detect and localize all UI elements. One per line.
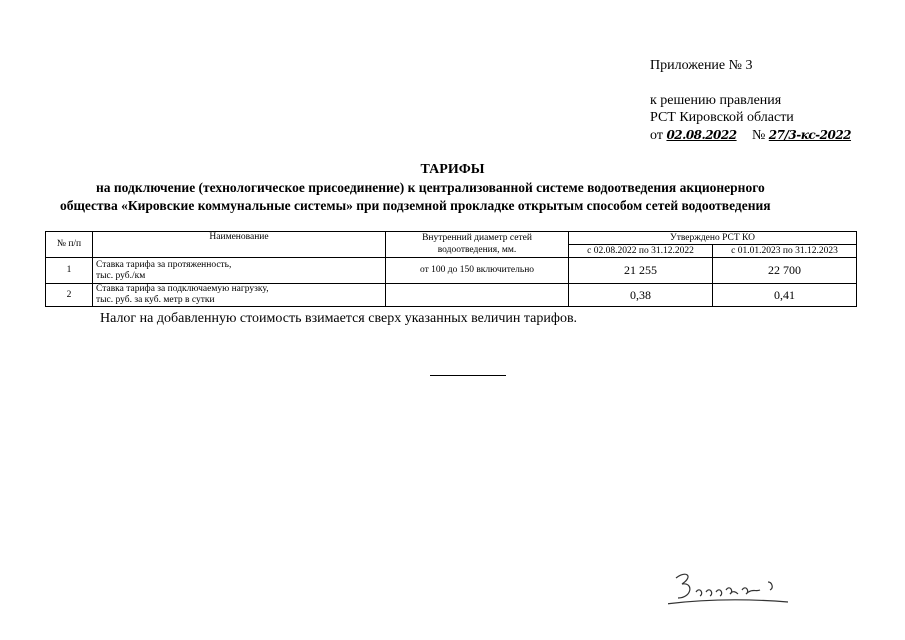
- divider-line: [430, 375, 506, 376]
- doc-subtitle-line2: общества «Кировские коммунальные системы» при подземной прокладке открытым способом сетей водоотведения: [60, 198, 771, 213]
- row-name: [93, 258, 386, 284]
- row-num: 1: [46, 258, 93, 284]
- header-diam-2: водоотведения, мм.: [386, 245, 569, 258]
- doc-title: ТАРИФЫ: [420, 162, 485, 177]
- row-value-2023: 0,41: [713, 284, 857, 307]
- header-diam: Внутренний диаметр сетей: [386, 232, 569, 245]
- tariff-table: [45, 231, 857, 307]
- row-name-line2: тыс. руб./км: [96, 270, 146, 281]
- header-period1: с 02.08.2022 по 31.12.2022: [569, 245, 713, 258]
- row-value-2022: 21 255: [569, 258, 713, 284]
- row-name-line1: Ставка тарифа за подключаемую нагрузку,: [96, 284, 269, 294]
- row-num: 2: [46, 284, 93, 307]
- from-label: от: [650, 128, 663, 143]
- doc-subtitle-line1: на подключение (технологическое присоединение) к централизованной системе водоотведения акционерного: [96, 180, 765, 195]
- appendix-label: Приложение № 3: [650, 58, 753, 73]
- table-row: [46, 284, 857, 307]
- row-value-2022: 0,38: [569, 284, 713, 307]
- handwritten-date: 02.08.2022: [666, 128, 737, 142]
- row-value-2023: 22 700: [713, 258, 857, 284]
- header-approved: Утверждено РСТ КО: [569, 232, 857, 245]
- decision-date-line: [650, 128, 851, 144]
- table-row: [46, 258, 857, 284]
- row-name-line1: Ставка тарифа за протяженность,: [96, 259, 232, 270]
- header-period2: с 01.01.2023 по 31.12.2023: [713, 245, 857, 258]
- number-label: №: [751, 128, 766, 143]
- header-name: Наименование: [93, 232, 386, 258]
- row-diam: от 100 до 150 включительно: [386, 258, 569, 284]
- row-name: [93, 284, 386, 307]
- row-name-line2: тыс. руб. за куб. метр в сутки: [96, 295, 215, 305]
- signature-image: [668, 568, 818, 613]
- decision-line2: РСТ Кировской области: [650, 110, 794, 125]
- header-num: № п/п: [46, 232, 93, 258]
- vat-note: Налог на добавленную стоимость взимается сверх указанных величин тарифов.: [100, 311, 578, 326]
- row-diam: [386, 284, 569, 307]
- handwritten-number: 27/3-кс-2022: [768, 128, 852, 142]
- decision-line1: к решению правления: [650, 93, 782, 108]
